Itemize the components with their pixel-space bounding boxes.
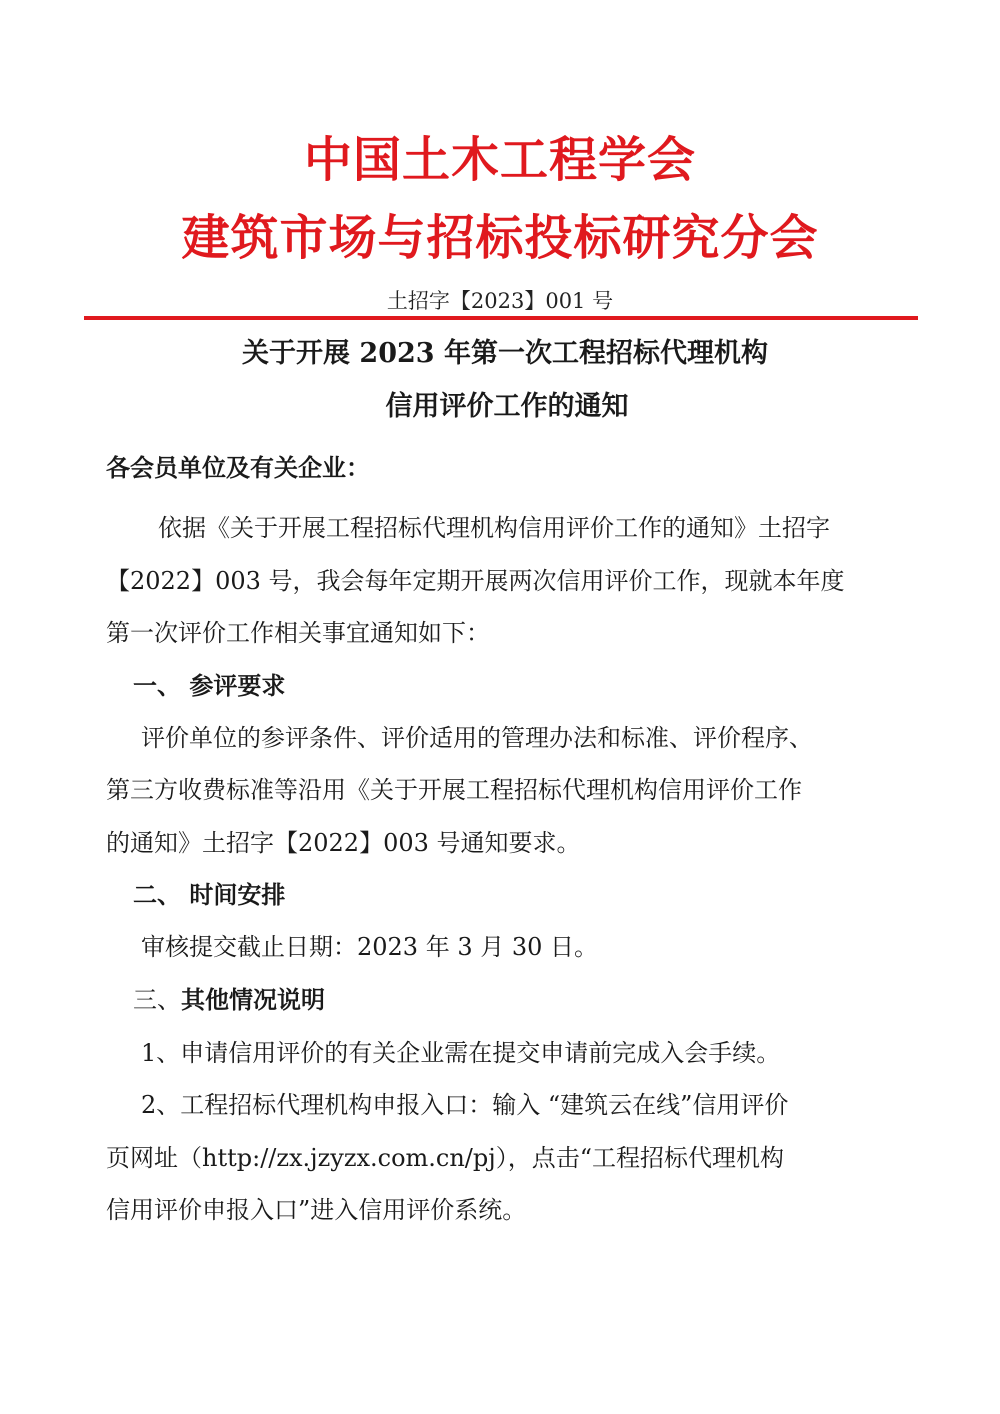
- section3-item2-line: 信用评价申报入口”进入信用评价系统。: [106, 1196, 527, 1224]
- intro-line: 【2022】003 号，我会每年定期开展两次信用评价工作，现就本年度: [106, 567, 845, 595]
- section3-item2-line: 页网址（http://zx.jzyzx.com.cn/pj），点击“工程招标代理机构: [106, 1144, 784, 1172]
- org-name-line1: 中国土木工程学会: [303, 132, 696, 188]
- notice-title-line2: 信用评价工作的通知: [385, 391, 629, 422]
- intro-line: 依据《关于开展工程招标代理机构信用评价工作的通知》土招字: [158, 514, 830, 542]
- section1-line: 第三方收费标准等沿用《关于开展工程招标代理机构信用评价工作: [106, 776, 802, 804]
- section1-line: 评价单位的参评条件、评价适用的管理办法和标准、评价程序、: [141, 724, 813, 752]
- section1-heading: 一、 参评要求: [133, 671, 286, 700]
- section3-heading: [133, 983, 325, 1017]
- section3-item1: 1、申请信用评价的有关企业需在提交申请前完成入会手续。: [141, 1039, 781, 1067]
- section3-heading-text: 其他情况说明: [181, 985, 325, 1014]
- document-number: 土招字【2023】001 号: [386, 289, 614, 313]
- section1-line: 的通知》土招字【2022】003 号通知要求。: [106, 829, 581, 857]
- section2-line: 审核提交截止日期：2023 年 3 月 30 日。: [141, 933, 599, 961]
- intro-line: 第一次评价工作相关事宜通知如下：: [106, 619, 490, 647]
- notice-title-line1: 关于开展 2023 年第一次工程招标代理机构: [242, 338, 768, 369]
- salutation: 各会员单位及有关企业：: [106, 453, 370, 482]
- red-divider: [84, 316, 918, 320]
- section2-heading: 二、 时间安排: [133, 880, 286, 909]
- org-name-line2: 建筑市场与招标投标研究分会: [181, 210, 819, 266]
- section3-heading-prefix: 三、: [133, 986, 181, 1014]
- section3-item2-line: 2、工程招标代理机构申报入口：输入 “建筑云在线”信用评价: [141, 1091, 789, 1119]
